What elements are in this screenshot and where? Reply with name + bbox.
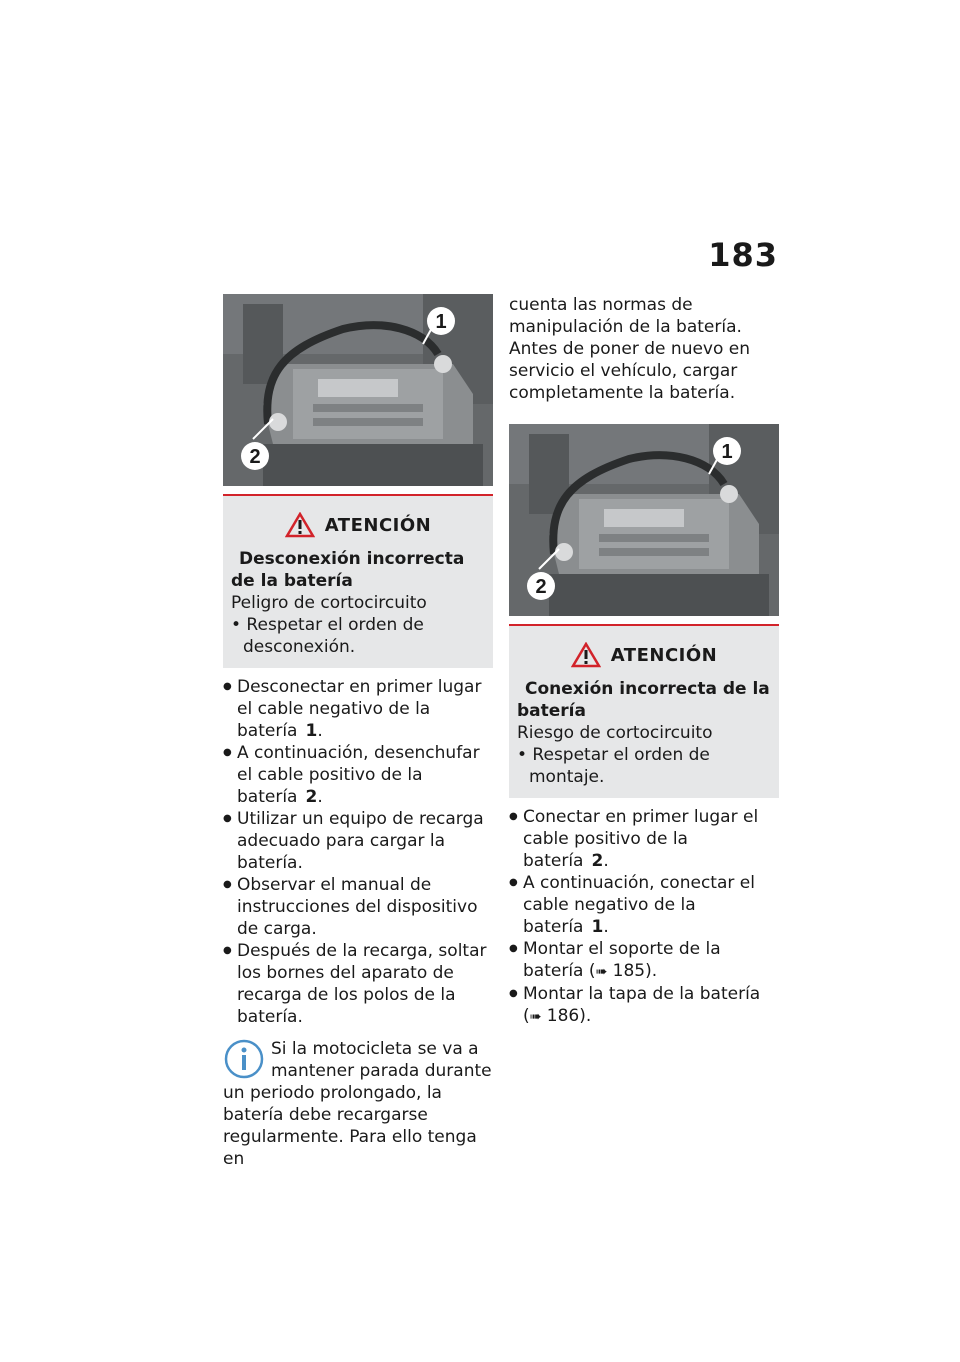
battery-illustration (223, 294, 493, 486)
info-icon (223, 1038, 265, 1080)
battery-figure (509, 424, 779, 616)
list-item: ● Después de la recarga, soltar los bornes del aparato de recarga de los polos de la batería. (223, 940, 493, 1028)
step-list (223, 676, 493, 1028)
warning-box (509, 624, 779, 798)
info-text: Si la motocicleta se va a mantener parada durante un periodo prolongado, la batería debe recargarse regularmente. Para ello tenga en (223, 1039, 492, 1169)
page-number: 183 (708, 236, 778, 274)
list-item: ● A continuación, conectar el cable negativo de la batería 1. (509, 872, 779, 938)
list-item: ● A continuación, desenchufar el cable positivo de la batería 2. (223, 742, 493, 808)
step-list (509, 806, 779, 1028)
list-item: ● Utilizar un equipo de recarga adecuado para cargar la batería. (223, 808, 493, 874)
warning-text: Peligro de cortocircuito (231, 593, 427, 613)
list-item: ● Montar el soporte de la batería (➠ 185). (509, 938, 779, 983)
right-column (509, 294, 779, 1028)
callout-2: 2 (249, 446, 261, 468)
page-ref-link[interactable]: 185 (612, 961, 646, 981)
list-item: ● Desconectar en primer lugar el cable negativo de la batería 1. (223, 676, 493, 742)
warning-header (517, 642, 771, 668)
info-note (223, 1038, 493, 1170)
warning-subtitle: Conexión incorrecta de la batería (517, 679, 770, 721)
warning-title: ATENCIÓN (324, 514, 432, 536)
list-item: ● Conectar en primer lugar el cable positivo de la batería 2. (509, 806, 779, 872)
continuation-paragraph: cuenta las normas de manipulación de la batería. Antes de poner de nuevo en servicio el vehículo, cargar completamente la batería. (509, 295, 751, 403)
list-item: ● Montar la tapa de la batería (➠ 186). (509, 983, 779, 1028)
warning-bullet: • Respetar el orden de desconexión. (231, 615, 424, 657)
warning-box (223, 494, 493, 668)
callout-1: 1 (435, 311, 447, 333)
callout-2: 2 (535, 576, 547, 598)
page-ref-arrow-icon: ➠ (595, 964, 608, 980)
left-column (223, 294, 493, 1170)
warning-triangle-icon (285, 512, 315, 538)
warning-bullet: • Respetar el orden de montaje. (517, 745, 710, 787)
callout-1: 1 (721, 441, 733, 463)
list-item: ● Observar el manual de instrucciones del dispositivo de carga. (223, 874, 493, 940)
warning-triangle-icon (571, 642, 601, 668)
warning-subtitle: Desconexión incorrecta de la batería (231, 549, 465, 591)
warning-header (231, 512, 485, 538)
warning-text: Riesgo de cortocircuito (517, 723, 713, 743)
page-ref-link[interactable]: 186 (546, 1006, 580, 1026)
warning-title: ATENCIÓN (610, 644, 718, 666)
battery-illustration (509, 424, 779, 616)
page-ref-arrow-icon: ➠ (529, 1009, 542, 1025)
battery-figure (223, 294, 493, 486)
